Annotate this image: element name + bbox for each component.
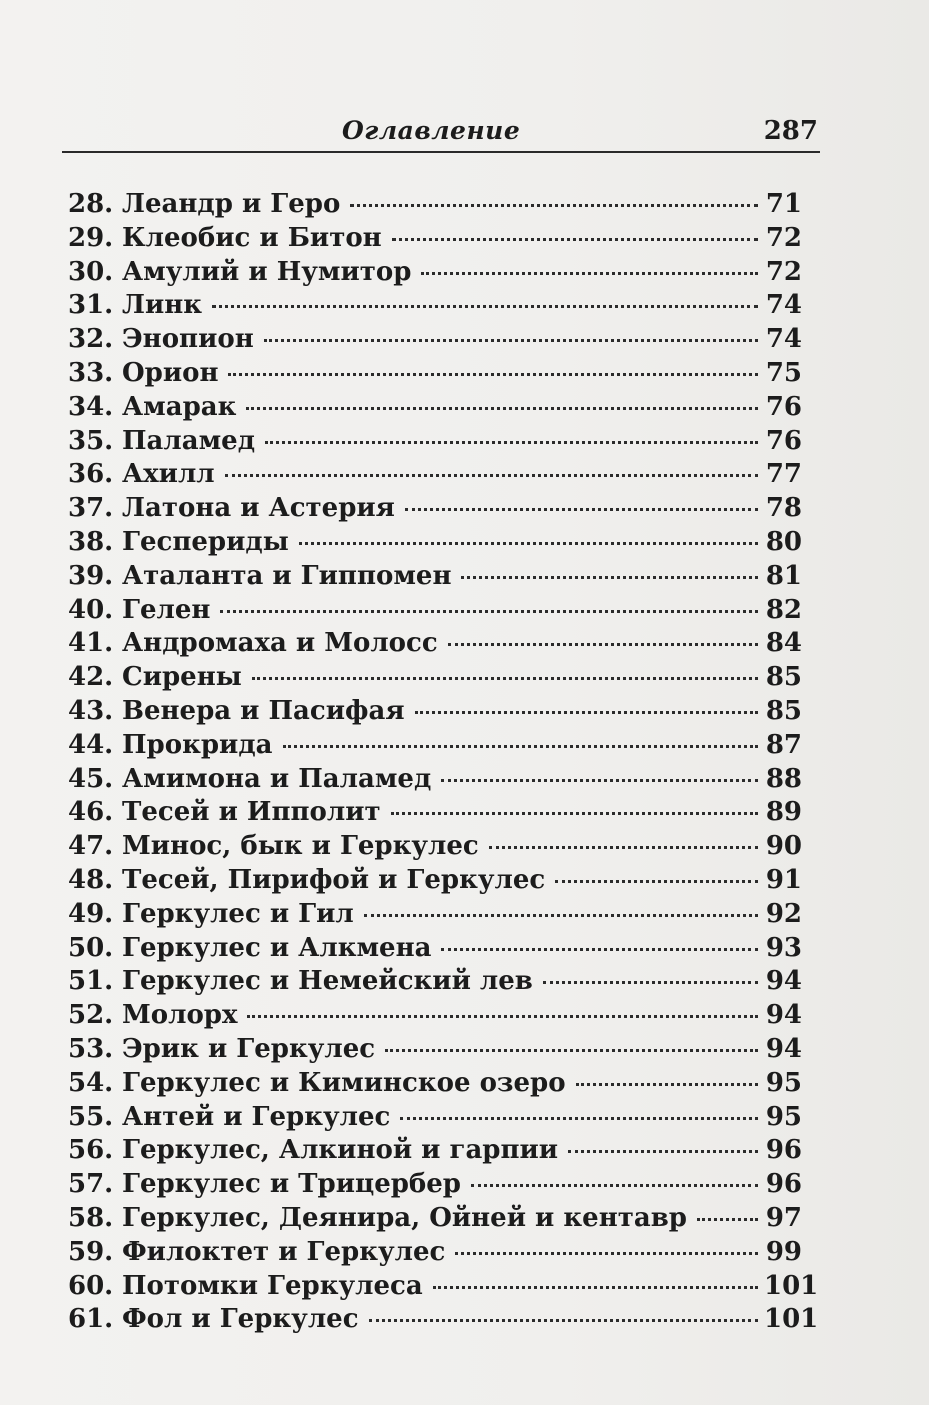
dot-leader bbox=[220, 610, 758, 613]
dot-leader bbox=[265, 441, 758, 444]
toc-entry bbox=[68, 1236, 802, 1270]
toc-entry bbox=[68, 492, 802, 526]
toc-entry bbox=[68, 289, 802, 323]
entry-title: Латона и Астерия bbox=[122, 493, 395, 524]
entry-page-number: 77 bbox=[765, 459, 802, 490]
entry-number: 34. bbox=[68, 391, 114, 422]
entry-page-number: 97 bbox=[765, 1202, 802, 1233]
dot-leader bbox=[448, 643, 758, 646]
entry-number: 55. bbox=[68, 1101, 114, 1132]
entry-title: Сирены bbox=[122, 662, 242, 693]
dot-leader bbox=[461, 576, 758, 579]
entry-page-number: 88 bbox=[765, 763, 802, 794]
entry-page-number: 76 bbox=[765, 425, 802, 456]
entry-page-number: 75 bbox=[765, 357, 802, 388]
dot-leader bbox=[264, 339, 758, 342]
entry-title: Амарак bbox=[122, 391, 237, 422]
toc-entry bbox=[68, 391, 802, 425]
toc-entry bbox=[68, 560, 802, 594]
entry-title: Геркулес и Трицербер bbox=[122, 1169, 461, 1200]
toc-entry bbox=[68, 1101, 802, 1135]
toc-entry bbox=[68, 323, 802, 357]
dot-leader bbox=[555, 880, 758, 883]
running-title: Оглавление bbox=[342, 116, 521, 145]
toc-entry bbox=[68, 830, 802, 864]
entry-number: 48. bbox=[68, 864, 114, 895]
entry-title: Геспериды bbox=[122, 526, 289, 557]
dot-leader bbox=[471, 1184, 758, 1187]
entry-page-number: 87 bbox=[765, 729, 802, 760]
page-number: 287 bbox=[763, 116, 818, 146]
entry-title: Гелен bbox=[122, 594, 211, 625]
entry-title: Эрик и Геркулес bbox=[122, 1033, 376, 1064]
header-rule bbox=[62, 151, 820, 153]
entry-number: 47. bbox=[68, 831, 114, 862]
dot-leader bbox=[421, 272, 758, 275]
entry-title: Амулий и Нумитор bbox=[122, 256, 412, 287]
entry-number: 51. bbox=[68, 966, 114, 997]
entry-page-number: 96 bbox=[765, 1135, 802, 1166]
entry-title: Геркулес, Алкиной и гарпии bbox=[122, 1135, 559, 1166]
toc-entry bbox=[68, 1134, 802, 1168]
dot-leader bbox=[391, 812, 758, 815]
toc-entry bbox=[68, 898, 802, 932]
entry-page-number: 72 bbox=[765, 222, 802, 253]
toc-entry bbox=[68, 222, 802, 256]
entry-title: Венера и Пасифая bbox=[122, 695, 405, 726]
entry-page-number: 90 bbox=[765, 831, 802, 862]
toc-entry bbox=[68, 729, 802, 763]
entry-title: Ахилл bbox=[122, 459, 215, 490]
dot-leader bbox=[385, 1049, 758, 1052]
entry-title: Тесей и Ипполит bbox=[122, 797, 381, 828]
entry-number: 39. bbox=[68, 560, 114, 591]
entry-page-number: 94 bbox=[765, 1033, 802, 1064]
toc-entry bbox=[68, 425, 802, 459]
dot-leader bbox=[369, 1319, 758, 1322]
entry-number: 50. bbox=[68, 932, 114, 963]
entry-title: Геркулес и Гил bbox=[122, 898, 354, 929]
entry-title: Геркулес, Деянира, Ойней и кентавр bbox=[122, 1202, 687, 1233]
entry-title: Тесей, Пирифой и Геркулес bbox=[122, 864, 546, 895]
dot-leader bbox=[455, 1252, 758, 1255]
entry-page-number: 85 bbox=[765, 695, 802, 726]
dot-leader bbox=[350, 204, 758, 207]
dot-leader bbox=[441, 948, 758, 951]
entry-page-number: 76 bbox=[765, 391, 802, 422]
entry-title: Энопион bbox=[122, 324, 254, 355]
dot-leader bbox=[697, 1218, 758, 1221]
toc-entry bbox=[68, 1033, 802, 1067]
dot-leader bbox=[228, 373, 758, 376]
dot-leader bbox=[252, 677, 758, 680]
entry-number: 42. bbox=[68, 662, 114, 693]
entry-page-number: 92 bbox=[765, 898, 802, 929]
entry-page-number: 94 bbox=[765, 966, 802, 997]
entry-title: Клеобис и Битон bbox=[122, 222, 382, 253]
entry-number: 40. bbox=[68, 594, 114, 625]
entry-title: Минос, бык и Геркулес bbox=[122, 831, 479, 862]
dot-leader bbox=[489, 846, 758, 849]
toc-entry bbox=[68, 256, 802, 290]
entry-number: 58. bbox=[68, 1202, 114, 1233]
dot-leader bbox=[543, 981, 758, 984]
toc-entry bbox=[68, 695, 802, 729]
entry-number: 49. bbox=[68, 898, 114, 929]
entry-page-number: 95 bbox=[765, 1101, 802, 1132]
entry-number: 45. bbox=[68, 763, 114, 794]
toc-entry bbox=[68, 661, 802, 695]
entry-page-number: 74 bbox=[765, 324, 802, 355]
dot-leader bbox=[576, 1083, 758, 1086]
entry-page-number: 81 bbox=[765, 560, 802, 591]
entry-page-number: 101 bbox=[764, 1304, 819, 1335]
entry-number: 53. bbox=[68, 1033, 114, 1064]
entry-number: 36. bbox=[68, 459, 114, 490]
entry-title: Геркулес и Киминское озеро bbox=[122, 1067, 566, 1098]
toc-entry bbox=[68, 594, 802, 628]
dot-leader bbox=[568, 1150, 758, 1153]
dot-leader bbox=[441, 779, 758, 782]
entry-title: Потомки Геркулеса bbox=[122, 1270, 423, 1301]
entry-title: Фол и Геркулес bbox=[122, 1304, 359, 1335]
toc-entry bbox=[68, 188, 802, 222]
toc-entry bbox=[68, 627, 802, 661]
entry-page-number: 96 bbox=[765, 1169, 802, 1200]
toc-entry bbox=[68, 1202, 802, 1236]
entry-page-number: 74 bbox=[765, 290, 802, 321]
entry-page-number: 99 bbox=[765, 1236, 802, 1267]
entry-page-number: 78 bbox=[765, 493, 802, 524]
toc-entry bbox=[68, 458, 802, 492]
entry-number: 35. bbox=[68, 425, 114, 456]
entry-title: Леандр и Геро bbox=[122, 189, 341, 219]
entry-number: 54. bbox=[68, 1067, 114, 1098]
toc-entry bbox=[68, 1270, 819, 1304]
toc-entry bbox=[68, 965, 802, 999]
dot-leader bbox=[415, 711, 758, 714]
dot-leader bbox=[433, 1286, 758, 1289]
entry-page-number: 93 bbox=[765, 932, 802, 963]
entry-page-number: 84 bbox=[765, 628, 802, 659]
entry-page-number: 71 bbox=[765, 189, 802, 219]
entry-page-number: 85 bbox=[765, 662, 802, 693]
dot-leader bbox=[392, 238, 758, 241]
entry-number: 60. bbox=[68, 1270, 114, 1301]
dot-leader bbox=[247, 1015, 758, 1018]
entry-page-number: 72 bbox=[765, 256, 802, 287]
dot-leader bbox=[364, 914, 758, 917]
entry-number: 31. bbox=[68, 290, 114, 321]
entry-title: Орион bbox=[122, 357, 219, 388]
toc-entry bbox=[68, 1067, 802, 1101]
entry-title: Молорх bbox=[122, 1000, 238, 1031]
entry-page-number: 91 bbox=[765, 864, 802, 895]
entry-number: 52. bbox=[68, 1000, 114, 1031]
toc-entry bbox=[68, 932, 802, 966]
entry-number: 33. bbox=[68, 357, 114, 388]
toc-entry bbox=[68, 357, 802, 391]
entry-title: Аталанта и Гиппомен bbox=[122, 560, 452, 591]
table-of-contents bbox=[68, 188, 819, 1337]
entry-number: 37. bbox=[68, 493, 114, 524]
toc-entry bbox=[68, 999, 802, 1033]
entry-number: 46. bbox=[68, 797, 114, 828]
dot-leader bbox=[212, 305, 758, 308]
entry-page-number: 80 bbox=[765, 526, 802, 557]
entry-title: Геркулес и Немейский лев bbox=[122, 966, 533, 997]
entry-number: 28. bbox=[68, 189, 114, 219]
entry-page-number: 101 bbox=[764, 1270, 819, 1301]
toc-entry bbox=[68, 1303, 819, 1337]
toc-entry bbox=[68, 796, 802, 830]
entry-title: Паламед bbox=[122, 425, 256, 456]
entry-title: Линк bbox=[122, 290, 203, 321]
entry-number: 61. bbox=[68, 1304, 114, 1335]
entry-number: 30. bbox=[68, 256, 114, 287]
toc-entry bbox=[68, 763, 802, 797]
dot-leader bbox=[225, 474, 758, 477]
entry-title: Геркулес и Алкмена bbox=[122, 932, 432, 963]
entry-title: Антей и Геркулес bbox=[122, 1101, 391, 1132]
entry-number: 43. bbox=[68, 695, 114, 726]
entry-number: 32. bbox=[68, 324, 114, 355]
entry-number: 41. bbox=[68, 628, 114, 659]
entry-page-number: 89 bbox=[765, 797, 802, 828]
dot-leader bbox=[405, 508, 758, 511]
entry-number: 56. bbox=[68, 1135, 114, 1166]
dot-leader bbox=[246, 407, 758, 410]
entry-number: 59. bbox=[68, 1236, 114, 1267]
entry-number: 44. bbox=[68, 729, 114, 760]
entry-title: Прокрида bbox=[122, 729, 273, 760]
entry-page-number: 82 bbox=[765, 594, 802, 625]
entry-number: 38. bbox=[68, 526, 114, 557]
entry-page-number: 95 bbox=[765, 1067, 802, 1098]
entry-page-number: 94 bbox=[765, 1000, 802, 1031]
dot-leader bbox=[400, 1117, 758, 1120]
dot-leader bbox=[299, 542, 758, 545]
dot-leader bbox=[283, 745, 759, 748]
entry-title: Андромаха и Молосс bbox=[122, 628, 438, 659]
entry-title: Филоктет и Геркулес bbox=[122, 1236, 446, 1267]
entry-title: Амимона и Паламед bbox=[122, 763, 432, 794]
toc-entry bbox=[68, 526, 802, 560]
toc-entry bbox=[68, 1168, 802, 1202]
toc-entry bbox=[68, 864, 802, 898]
entry-number: 57. bbox=[68, 1169, 114, 1200]
entry-number: 29. bbox=[68, 222, 114, 253]
